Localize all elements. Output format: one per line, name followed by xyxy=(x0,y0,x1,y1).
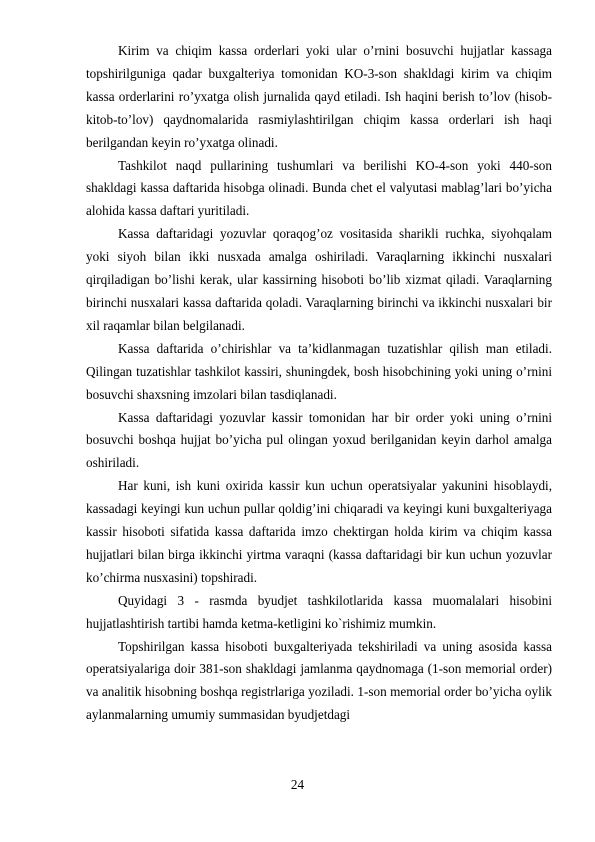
paragraph-entry-timing: Kassa daftaridagi yozuvlar kassir tomonidan har bir order yoki uning o’rnini bosuvchi boshqa hujjat bo’yicha pul olingan yoxud berilganidan keyin darhol amalga oshiriladi. xyxy=(86,409,552,471)
paragraph-cash-book: Tashkilot naqd pullarining tushumlari va berilishi KO-4-son yoki 440-son shakldagi kassa daftarida hisobga olinadi. Bunda chet el valyutasi mablag’lari bo’yicha alohida kassa daftari yuritiladi. xyxy=(86,157,552,219)
paragraph-daily-closing: Har kuni, ish kuni oxirida kassir kun uchun operatsiyalar yakunini hisoblaydi, kassadagi keyingi kun uchun pullar qoldig’ini chiqaradi va keyingi kuni buxgalteriyaga kassir hisoboti sifatida kassa daftarida imzo chektirgan holda kirim va chiqim kassa hujjatlari bilan birga ikkinchi yirtma varaqni (kassa daftaridagi bir kun uchun yozuvlar ko’chirma nusxasini) topshiradi. xyxy=(86,478,552,585)
page-number: 24 xyxy=(290,777,305,792)
paragraph-cash-orders-registration: Kirim va chiqim kassa orderlari yoki ular o’rnini bosuvchi hujjatlar kassaga topshirilguniga qadar buxgalteriya tomonidan KO-3-son shakldagi kirim va chiqim kassa orderlarini ro’yxatga olish jurnalida qayd etiladi. Ish haqini berish to’lov (hisob-kitob-to’lov) qaydnomalarida rasmiylashtirilgan chiqim kassa orderlari ish haqi berilgandan keyin ro’yxatga olinadi. xyxy=(86,43,552,150)
paragraph-figure-reference: Quyidagi 3 - rasmda byudjet tashkilotlarida kassa muomalalari hisobini hujjatlashtirish tartibi hamda ketma-ketligini ko`rishimiz mumkin. xyxy=(86,592,552,631)
paragraph-report-verification: Topshirilgan kassa hisoboti buxgalteriyada tekshiriladi va uning asosida kassa operatsiyalariga doir 381-son shakldagi jamlanma qaydnomaga (1-son memorial order) va analitik hisobning boshqa registrlariga yoziladi. 1-son memorial order bo’yicha oylik aylanmalarning umumiy summasidan byudjetdagi xyxy=(86,638,552,723)
paragraph-cash-book-entries: Kassa daftaridagi yozuvlar qoraqog’oz vositasida sharikli ruchka, siyohqalam yoki siyoh bilan ikki nusxada amalga oshiriladi. Varaqlarning ikkinchi nusxalari qirqiladigan bo’lishi kerak, ular kassirning hisoboti bo’lib xizmat qiladi. Varaqlarning birinchi nusxalari kassa daftarida qoladi. Varaqlarning birinchi va ikkinchi nusxalari bir xil raqamlar bilan belgilanadi. xyxy=(86,226,552,333)
document-body xyxy=(86,40,552,727)
paragraph-corrections: Kassa daftarida o’chirishlar va ta’kidlanmagan tuzatishlar qilish man etiladi. Qilingan tuzatishlar tashkilot kassiri, shuningdek, bosh hisobchining yoki uning o’rnini bosuvchi shaxsning imzolari bilan tasdiqlanadi. xyxy=(86,340,552,402)
